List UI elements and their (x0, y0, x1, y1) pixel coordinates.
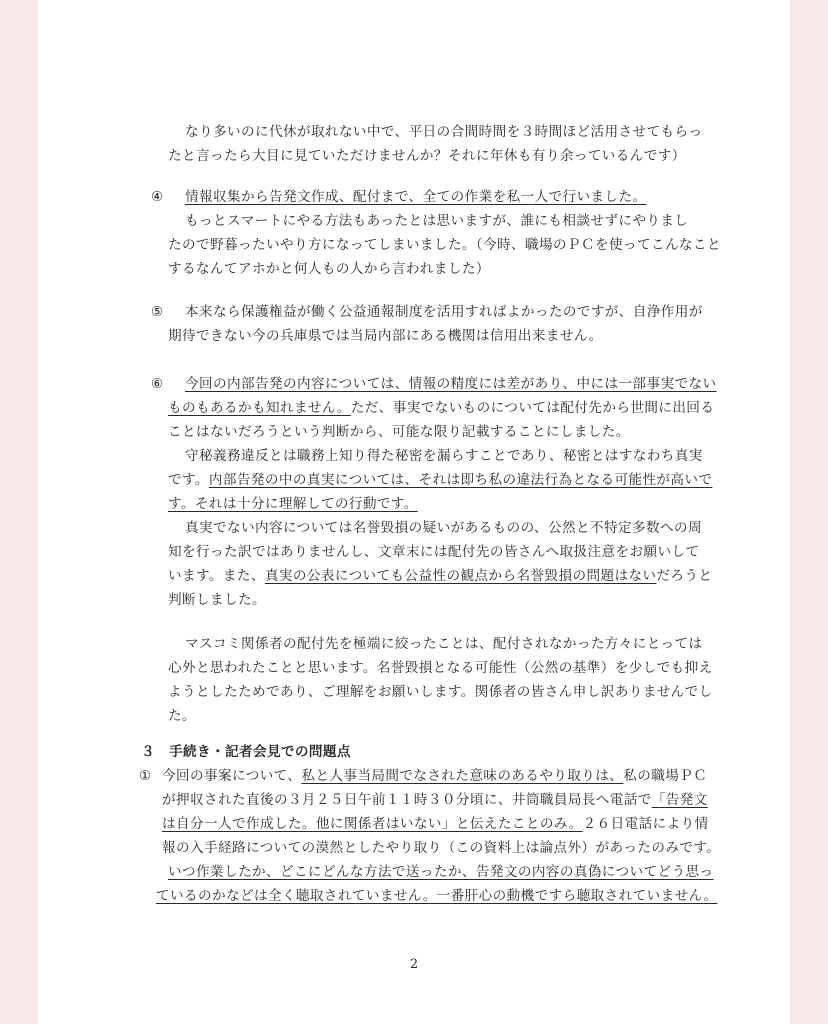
page-number: 2 (409, 957, 419, 972)
item-text: 今回の事案について、私と人事当局間でなされた意味のあるやり取りは、私の職場ＰＣ (162, 768, 708, 784)
item-text (156, 887, 717, 905)
item-text: 本来なら保護権益が働く公益通報制度を活用すればよかったのですが、自浄作用が (185, 304, 703, 320)
item-number: ⑤ (151, 304, 164, 320)
underlined-text: 「告発文 (651, 792, 708, 808)
item-text: 知を行った訳ではありませんし、文章末には配付先の皆さんへ取扱注意をお願いして (168, 544, 700, 560)
item-text: が押収された直後の３月２５日午前１１時３０分頃に、井筒職員局長へ電話で「告発文 (162, 792, 708, 808)
item-text: ようとしたためであり、ご理解をお願いします。関係者の皆さん申し訳ありませんでし (168, 684, 713, 700)
item-number: ④ (151, 189, 164, 205)
item-number: ⑥ (151, 376, 164, 392)
underlined-text: 今回の内部告発の内容については、情報の精度には差があり、中には一部事実でない (185, 376, 717, 392)
item-text: は自分一人で作成した。他に関係者はいない」と伝えたことのみ。２６日電話により情 (162, 816, 709, 832)
item-text (185, 188, 647, 206)
section-heading: ３ 手続き・記者会見での問題点 (141, 744, 351, 760)
item-text: たので野暮ったいやり方になってしまいました。（今時、職場のＰＣを使ってこんなこと (168, 237, 721, 253)
underlined-text: 私と人事当局間でなされた意味のあるやり取りは、 (301, 768, 624, 784)
item-text (168, 863, 713, 881)
item-text: ものもあるかも知れません。ただ、事実でないものについては配付先から世間に出回る (168, 400, 715, 416)
item-text: ことはないだろうという判断から、可能な限り記載することにしました。 (168, 424, 630, 440)
item-text: もっとスマートにやる方法もあったとは思いますが、誰にも相談せずにやりまし (185, 213, 689, 229)
item-number: ① (139, 768, 152, 784)
intro-line: たと言ったら大目に見ていただけませんか？それに年休も有り余っているんです） (168, 148, 686, 164)
item-text: マスコミ関係者の配付先を極端に絞ったことは、配付されなかった方々にとっては (185, 636, 703, 652)
item-text: た。 (168, 708, 196, 724)
underlined-text: 真実の公表についても公益性の観点から名誉毀損の問題はない (264, 568, 657, 584)
item-text (168, 495, 418, 513)
item-text: 判断しました。 (168, 592, 266, 608)
underlined-text: 情報収集から告発文作成、配付まで、全ての作業を私一人で行いました。 (185, 189, 647, 205)
item-text (185, 375, 717, 393)
underlined-text: いつ作業したか、どこにどんな方法で送ったか、告発文の内容の真偽についてどう思っ (168, 864, 714, 880)
item-text: 報の入手経路についての漠然としたやり取り（この資料上は論点外）があったのみです。 (162, 840, 721, 856)
item-text: います。また、真実の公表についても公益性の観点から名誉毀損の問題はないだろうと (168, 568, 713, 584)
underlined-text: は自分一人で作成した。他に関係者はいない」と伝えたことのみ。 (162, 816, 583, 832)
underlined-text: す。それは十分に理解しての行動です。 (168, 496, 418, 512)
item-text: 守秘義務違反とは職務上知り得た秘密を漏らすことであり、秘密とはすなわち真実 (185, 448, 703, 464)
item-text: するなんてアホかと何人もの人から言われました） (168, 261, 490, 277)
underlined-text: ものもあるかも知れません。 (168, 400, 351, 416)
item-text: 期待できない今の兵庫県では当局内部にある機関は信用出来ません。 (168, 328, 603, 344)
item-text: です。内部告発の中の真実については、それは即ち私の違法行為となる可能性が高いで (168, 472, 713, 488)
underlined-text: ているのかなどは全く聴取されていません。一番肝心の動機ですら聴取されていません。 (156, 888, 718, 904)
item-text: 真実でない内容については名誉毀損の疑いがあるものの、公然と不特定多数への周 (185, 520, 702, 536)
underlined-text: 内部告発の中の真実については、それは即ち私の違法行為となる可能性が高いで (208, 472, 713, 488)
intro-line: なり多いのに代休が取れない中で、平日の合間時間を３時間ほど活用させてもらっ (185, 124, 703, 140)
document-page (38, 0, 790, 1024)
item-text: 心外と思われたことと思います。名誉毀損となる可能性（公然の基準）を少しでも抑え (168, 660, 713, 676)
